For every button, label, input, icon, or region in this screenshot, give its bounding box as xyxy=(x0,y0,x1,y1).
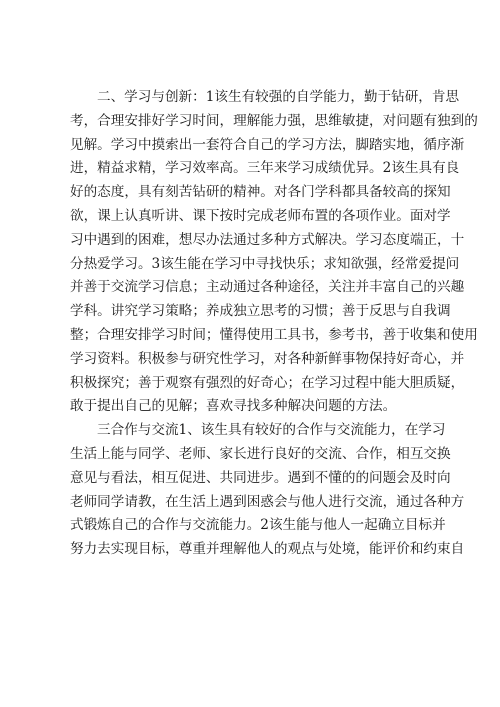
text-line: 习中遇到的困难，想尽办法通过多种方式解决。学习态度端正，十 xyxy=(70,231,465,248)
text-line: 老师同学请教，在生活上遇到困惑会与他人进行交流，通过各种方 xyxy=(70,493,465,510)
text-line: 考，合理安排好学习时间，理解能力强，思维敏捷，对问题有独到的 xyxy=(70,112,478,129)
text-line: 好的态度，具有刻苦钻研的精神。对各门学科都具备较高的探知 xyxy=(70,184,451,201)
text-line: 三合作与交流1、该生具有较好的合作与交流能力，在学习 xyxy=(97,422,446,439)
text-line: 式锻炼自己的合作与交流能力。2该生能与他人一起确立目标并 xyxy=(70,517,446,534)
text-line: 分热爱学习。3该生能在学习中寻找快乐；求知欲强，经常爱提问 xyxy=(70,255,460,272)
text-line: 积极探究；善于观察有强烈的好奇心；在学习过程中能大胆质疑， xyxy=(70,374,465,391)
text-line: 敢于提出自己的见解；喜欢寻找多种解决问题的方法。 xyxy=(70,398,397,415)
text-line: 欲，课上认真听讲、课下按时完成老师布置的各项作业。面对学 xyxy=(70,207,451,224)
text-line: 二、学习与创新：1该生有较强的自学能力，勤于钻研，肯思 xyxy=(97,89,460,105)
text-line: 见解。学习中摸索出一套符合自己的学习方法，脚踏实地，循序渐 xyxy=(70,136,465,153)
text-line: 进，精益求精，学习效率高。三年来学习成绩优异。2该生具有良 xyxy=(70,160,460,177)
paragraph-cooperation-communication xyxy=(70,419,465,562)
text-line: 并善于交流学习信息；主动通过各种途径，关注并丰富自己的兴趣 xyxy=(70,279,465,296)
document-body xyxy=(70,86,478,562)
text-line: 意见与看法，相互促进、共同进步。遇到不懂的的问题会及时向 xyxy=(70,469,451,486)
text-line: 整；合理安排学习时间；懂得使用工具书，参考书，善于收集和使用 xyxy=(70,326,478,343)
text-line: 生活上能与同学、老师、家长进行良好的交流、合作，相互交换 xyxy=(70,445,451,462)
text-line: 学科。讲究学习策略；养成独立思考的习惯；善于反思与自我调 xyxy=(70,303,451,320)
paragraph-learning-innovation xyxy=(70,86,478,419)
text-line: 努力去实现目标，尊重并理解他人的观点与处境，能评价和约束自 xyxy=(70,541,465,558)
text-line: 学习资料。积极参与研究性学习，对各种新鲜事物保持好奇心，并 xyxy=(70,350,465,367)
